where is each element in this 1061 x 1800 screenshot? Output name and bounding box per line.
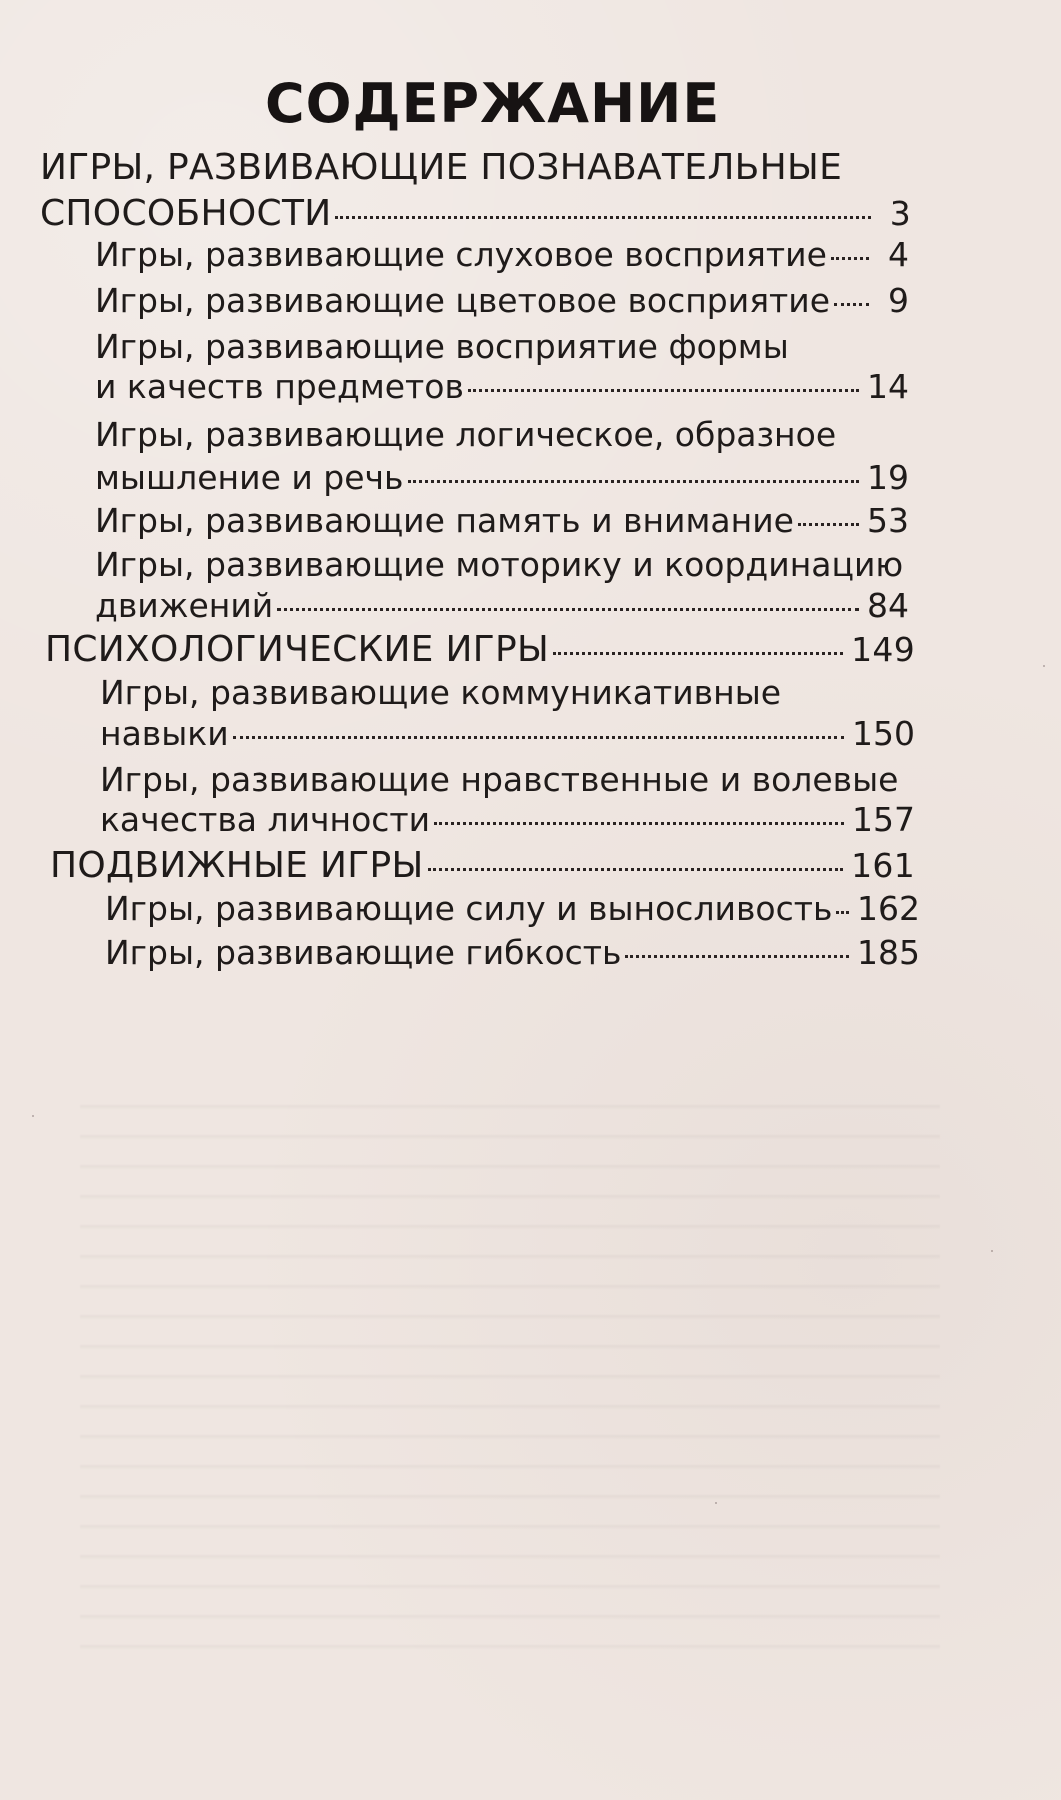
- page-number: 161: [851, 846, 915, 885]
- toc-entry-text: и качеств предметов: [95, 367, 464, 406]
- dotted-leader: [233, 736, 844, 739]
- dotted-leader: [277, 608, 859, 611]
- dotted-leader: [434, 822, 844, 825]
- toc-entry-communication-skills-line-2: [100, 714, 915, 753]
- page-number: 14: [867, 367, 909, 406]
- toc-entry-text: движений: [95, 586, 274, 625]
- page-number: 185: [857, 933, 920, 972]
- toc-entry-text: Игры, развивающие слуховое восприятие: [95, 235, 827, 274]
- page-number: 19: [867, 458, 909, 497]
- dotted-leader: [428, 868, 844, 871]
- toc-entry-text: качества личности: [100, 800, 431, 839]
- toc-entry-auditory-perception: [95, 235, 909, 274]
- toc-entry-active-games: [50, 845, 915, 886]
- page-number: 53: [867, 501, 909, 540]
- toc-entry-motor-skills-line-2: [95, 586, 909, 625]
- toc-entry-motor-skills-line-1: [95, 545, 935, 584]
- toc-entry-text: СПОСОБНОСТИ: [40, 193, 332, 234]
- page-number: 150: [852, 714, 915, 753]
- toc-entry-text: мышление и речь: [95, 458, 404, 497]
- page-title: СОДЕРЖАНИЕ: [265, 72, 721, 135]
- dotted-leader: [798, 523, 859, 526]
- dotted-leader: [335, 216, 871, 219]
- page-number: 4: [888, 235, 909, 274]
- paper-speck: [32, 1115, 34, 1117]
- toc-entry-text: Игры, развивающие нравственные и волевые: [100, 760, 899, 799]
- dotted-leader: [836, 911, 849, 914]
- toc-entry-cognitive-abilities-line-1: [40, 147, 920, 188]
- toc-entry-cognitive-abilities-line-2: [40, 193, 911, 234]
- dotted-leader: [553, 652, 843, 655]
- toc-entry-memory-attention: [95, 501, 909, 540]
- toc-entry-shape-perception-line-2: [95, 367, 909, 406]
- paper-speck: [991, 1250, 993, 1252]
- page-number: 162: [857, 889, 920, 928]
- toc-entry-text: Игры, развивающие цветовое восприятие: [95, 281, 831, 320]
- page-number: 149: [851, 630, 915, 669]
- toc-entry-text: Игры, развивающие силу и выносливость: [105, 889, 833, 928]
- dotted-leader: [468, 389, 859, 392]
- page-number: 157: [852, 800, 915, 839]
- toc-entry-text: Игры, развивающие моторику и координацию: [95, 545, 904, 584]
- toc-entry-moral-qualities-line-2: [100, 800, 915, 839]
- toc-entry-logical-thinking-line-2: [95, 458, 909, 497]
- dotted-leader: [831, 257, 869, 260]
- toc-entry-text: ПСИХОЛОГИЧЕСКИЕ ИГРЫ: [45, 629, 550, 670]
- toc-entry-text: Игры, развивающие коммуникативные: [100, 673, 782, 712]
- toc-entry-text: навыки: [100, 714, 229, 753]
- dotted-leader: [408, 480, 860, 483]
- page-number: 9: [888, 281, 909, 320]
- paper-speck: [715, 1502, 717, 1504]
- toc-entry-color-perception: [95, 281, 909, 320]
- toc-entry-text: ИГРЫ, РАЗВИВАЮЩИЕ ПОЗНАВАТЕЛЬНЫЕ: [40, 147, 843, 188]
- toc-entry-text: Игры, развивающие логическое, образное: [95, 415, 837, 454]
- page-number: 84: [867, 586, 909, 625]
- toc-entry-psychological-games: [45, 629, 915, 670]
- dotted-leader: [834, 303, 869, 306]
- toc-entry-flexibility: [105, 933, 920, 972]
- toc-entry-text: Игры, развивающие восприятие формы: [95, 327, 789, 366]
- toc-entry-moral-qualities-line-1: [100, 760, 940, 799]
- toc-entry-text: Игры, развивающие гибкость: [105, 933, 622, 972]
- toc-entry-logical-thinking-line-1: [95, 415, 895, 454]
- toc-entry-shape-perception-line-1: [95, 327, 895, 366]
- toc-entry-communication-skills-line-1: [100, 673, 880, 712]
- dotted-leader: [625, 955, 849, 958]
- paper-speck: [1043, 665, 1045, 667]
- toc-entry-text: ПОДВИЖНЫЕ ИГРЫ: [50, 845, 424, 886]
- toc-entry-strength-endurance: [105, 889, 920, 928]
- page-number: 3: [889, 194, 911, 233]
- toc-entry-text: Игры, развивающие память и внимание: [95, 501, 794, 540]
